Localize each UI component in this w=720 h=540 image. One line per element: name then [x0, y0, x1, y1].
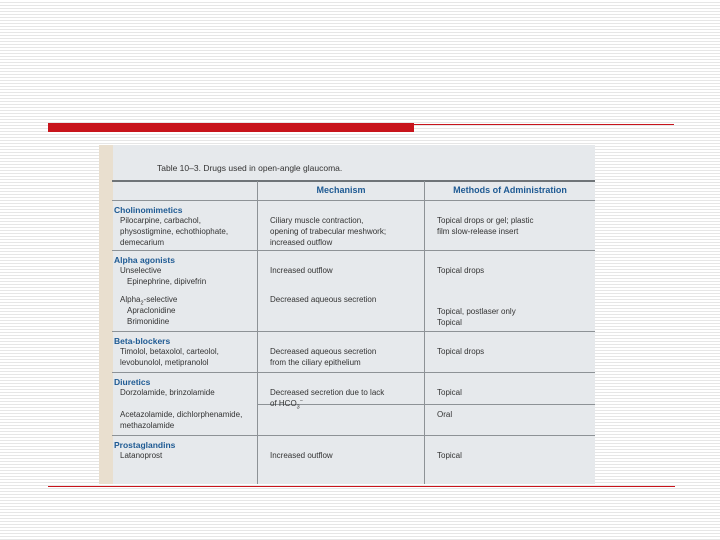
mechanism-text: Ciliary muscle contraction,	[270, 216, 364, 225]
column-divider	[424, 181, 425, 484]
method-text: Oral	[437, 410, 453, 419]
mechanism-text: Increased outflow	[270, 451, 333, 460]
slide-bottom-rule	[48, 486, 675, 487]
row-divider	[112, 250, 595, 251]
method-text: Topical drops or gel; plastic	[437, 216, 534, 225]
group-alpha-agonists: Alpha agonists	[114, 255, 175, 265]
drug-text: physostigmine, echothiophate,	[120, 227, 229, 236]
drug-text: levobunolol, metipranolol	[120, 358, 209, 367]
scan-page-edge	[99, 145, 113, 484]
mechanism-text: increased outflow	[270, 238, 333, 247]
drug-text: Brimonidine	[127, 317, 170, 326]
mechanism-text: opening of trabecular meshwork;	[270, 227, 387, 236]
drug-text: Epinephrine, dipivefrin	[127, 277, 207, 286]
drug-text: Apraclonidine	[127, 306, 176, 315]
header-bottom-rule	[112, 200, 595, 201]
row-divider	[257, 404, 595, 405]
method-text: Topical	[437, 388, 462, 397]
method-text: Topical	[437, 318, 462, 327]
drug-text: Timolol, betaxolol, carteolol,	[120, 347, 219, 356]
mechanism-text: Increased outflow	[270, 266, 333, 275]
method-text: Topical drops	[437, 266, 485, 275]
drug-text: Latanoprost	[120, 451, 163, 460]
drug-text: demecarium	[120, 238, 165, 247]
method-text: Topical	[437, 451, 462, 460]
drug-text: Pilocarpine, carbachol,	[120, 216, 201, 225]
method-text: film slow-release insert	[437, 227, 519, 236]
row-divider	[112, 331, 595, 332]
header-mechanism: Mechanism	[316, 185, 366, 195]
mechanism-text: Decreased aqueous secretion	[270, 295, 377, 304]
mechanism-text: Decreased secretion due to lack	[270, 388, 385, 397]
mechanism-text: Decreased aqueous secretion	[270, 347, 377, 356]
row-divider	[112, 372, 595, 373]
slide-top-rule	[414, 124, 674, 125]
method-text: Topical drops	[437, 347, 485, 356]
group-prostaglandins: Prostaglandins	[114, 440, 176, 450]
group-diuretics: Diuretics	[114, 377, 151, 387]
group-beta-blockers: Beta-blockers	[114, 336, 171, 346]
drug-text: Acetazolamide, dichlorphenamide,	[120, 410, 243, 419]
method-text: Topical, postlaser only	[437, 307, 516, 316]
mechanism-text: of $HCO_3^-$	[270, 398, 303, 411]
drug-text: Dorzolamide, brinzolamide	[120, 388, 215, 397]
row-divider	[112, 435, 595, 436]
drug-subgroup: Unselective	[120, 266, 162, 275]
group-cholinomimetics: Cholinomimetics	[114, 205, 183, 215]
mechanism-text: from the ciliary epithelium	[270, 358, 361, 367]
column-divider	[257, 181, 258, 484]
header-methods: Methods of Administration	[453, 185, 567, 195]
drug-subgroup: Alpha$_2$-selective	[120, 295, 178, 307]
table-title: Table 10–3. Drugs used in open-angle glaucoma.	[157, 163, 343, 173]
drug-text: methazolamide	[120, 421, 175, 430]
slide-accent-bar	[48, 123, 414, 132]
